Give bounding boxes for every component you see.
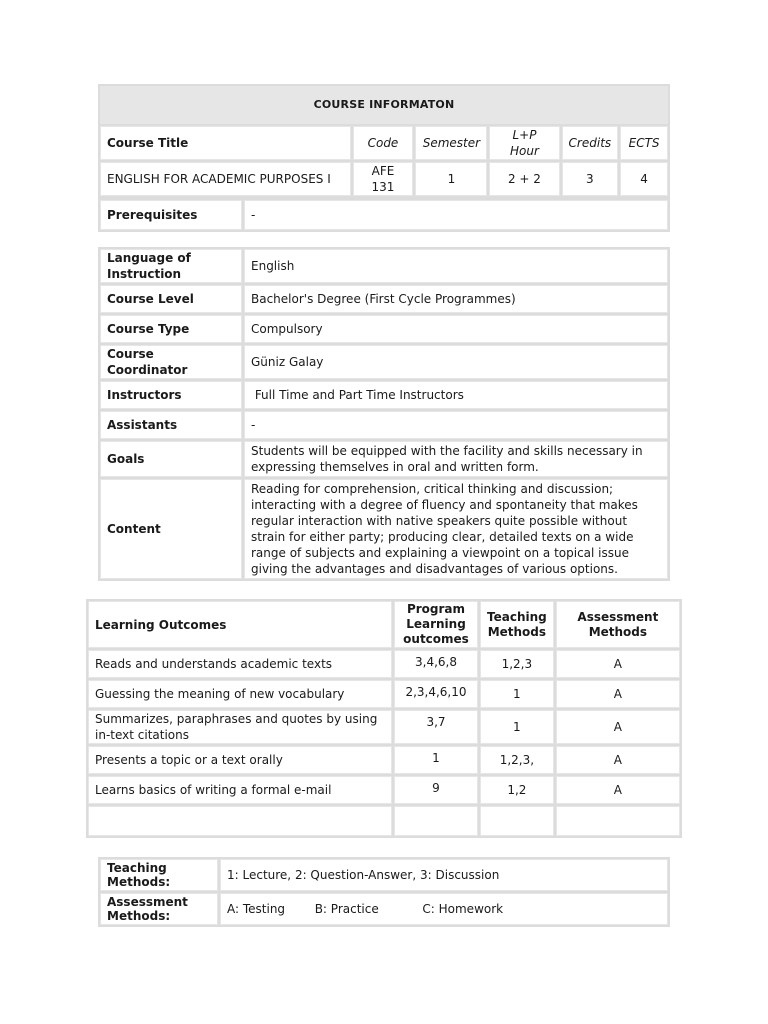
assessment-methods-header: Assessment Methods [556, 601, 680, 648]
course-code-value: AFE 131 [353, 162, 414, 196]
outcomes-header: Learning Outcomes [88, 601, 392, 648]
empty-cell [556, 806, 680, 836]
lp-hour-value: 2 + 2 [489, 162, 559, 196]
course-level-label: Course Level [100, 285, 242, 313]
methods-table [98, 857, 670, 927]
credits-value: 3 [562, 162, 619, 196]
col-ects: ECTS [620, 126, 668, 160]
content-value: Reading for comprehension, critical thinking and discussion; interacting with a degree of fluency and spontaneity that makes regular interaction with native speakers quite possible without strain for either party; producing clear, detailed texts on a wide range of subjects and explaining a viewpoint on a topical issue giving the advantages and disadvantages of various options. [244, 479, 668, 579]
course-level-value: Bachelor's Degree (First Cycle Programmes) [244, 285, 668, 313]
prerequisites-value: - [244, 200, 668, 230]
col-lp-hour: L+P Hour [489, 126, 559, 160]
course-details-table [98, 247, 670, 581]
language-label: Language of Instruction [100, 249, 242, 283]
assessment-a: A: Testing [227, 902, 286, 916]
teaching-methods-value: 1: Lecture, 2: Question-Answer, 3: Discussion [220, 859, 668, 891]
outcome-program: 2,3,4,6,10 [394, 680, 478, 708]
course-type-label: Course Type [100, 315, 242, 343]
outcome-assessment: A [556, 710, 680, 744]
outcome-text: Presents a topic or a text orally [88, 746, 392, 774]
prerequisites-table [98, 198, 670, 232]
outcome-text: Guessing the meaning of new vocabulary [88, 680, 392, 708]
outcome-assessment: A [556, 680, 680, 708]
empty-cell [394, 806, 478, 836]
teaching-methods-header: Teaching Methods [480, 601, 554, 648]
instructors-label: Instructors [100, 381, 242, 409]
outcome-teaching: 1,2 [480, 776, 554, 804]
assistants-label: Assistants [100, 411, 242, 439]
outcome-text: Reads and understands academic texts [88, 650, 392, 678]
outcome-teaching: 1 [480, 680, 554, 708]
outcome-assessment: A [556, 746, 680, 774]
outcome-teaching: 1,2,3 [480, 650, 554, 678]
outcome-assessment: A [556, 776, 680, 804]
assistants-value: - [244, 411, 668, 439]
empty-cell [480, 806, 554, 836]
goals-value: Students will be equipped with the facility and skills necessary in expressing themselves in oral and written form. [244, 441, 668, 477]
outcome-assessment: A [556, 650, 680, 678]
ects-value: 4 [620, 162, 668, 196]
prerequisites-label: Prerequisites [100, 200, 242, 230]
teaching-methods-label: Teaching Methods: [100, 859, 218, 891]
content-label: Content [100, 479, 242, 579]
outcome-program: 3,4,6,8 [394, 650, 478, 678]
outcome-teaching: 1 [480, 710, 554, 744]
goals-label: Goals [100, 441, 242, 477]
course-title-value: ENGLISH FOR ACADEMIC PURPOSES I [100, 162, 351, 196]
course-info-table [98, 84, 670, 198]
outcome-text: Learns basics of writing a formal e-mail [88, 776, 392, 804]
outcome-program: 3,7 [394, 710, 478, 744]
col-code: Code [353, 126, 414, 160]
col-course-title: Course Title [100, 126, 351, 160]
assessment-methods-label: Assessment Methods: [100, 893, 218, 925]
course-type-value: Compulsory [244, 315, 668, 343]
col-semester: Semester [415, 126, 487, 160]
assessment-methods-values [220, 893, 668, 925]
outcome-program: 9 [394, 776, 478, 804]
assessment-b: B: Practice [314, 902, 379, 916]
language-value: English [244, 249, 668, 283]
assessment-c: C: Homework [422, 902, 504, 916]
semester-value: 1 [415, 162, 487, 196]
course-coordinator-label: Course Coordinator [100, 345, 242, 379]
course-coordinator-value: Güniz Galay [244, 345, 668, 379]
empty-cell [88, 806, 392, 836]
program-outcomes-header: Program Learning outcomes [394, 601, 478, 648]
instructors-value: Full Time and Part Time Instructors [244, 381, 668, 409]
outcome-teaching: 1,2,3, [480, 746, 554, 774]
course-info-heading: COURSE INFORMATON [100, 86, 668, 124]
col-credits: Credits [562, 126, 619, 160]
learning-outcomes-table [86, 599, 682, 838]
outcome-text: Summarizes, paraphrases and quotes by using in-text citations [88, 710, 392, 744]
outcome-program: 1 [394, 746, 478, 774]
